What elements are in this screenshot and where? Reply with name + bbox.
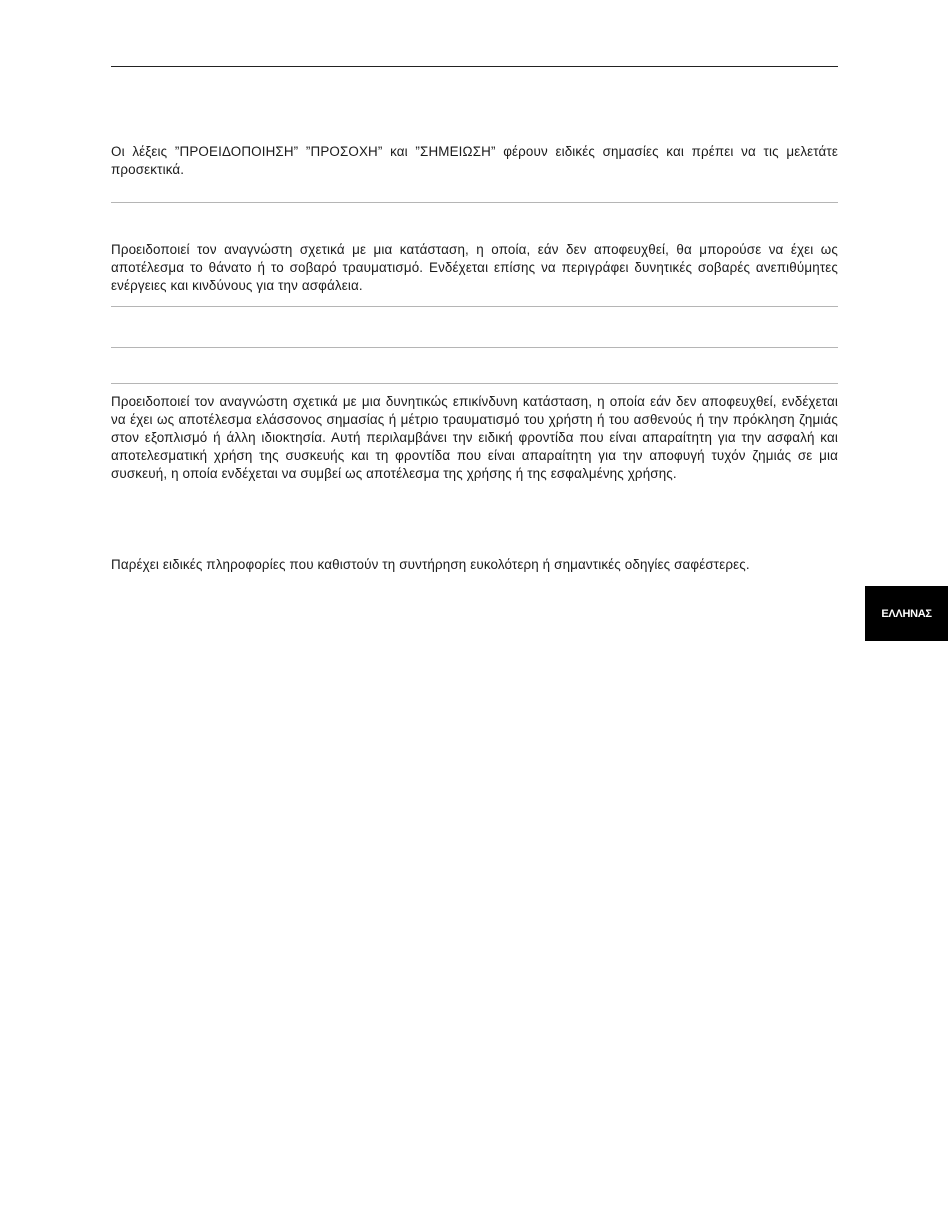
- note-paragraph: Παρέχει ειδικές πληροφορίες που καθιστούν τη συντήρηση ευκολότερη ή σημαντικές οδηγίες σαφέστερες.: [111, 557, 750, 572]
- warning-bottom-rule: [111, 306, 838, 307]
- caution-heading-rule: [111, 383, 838, 384]
- intro-paragraph: Οι λέξεις ”ΠΡΟΕΙΔΟΠΟΙΗΣΗ” ”ΠΡΟΣΟΧΗ” και ”ΣΗΜΕΙΩΣΗ” φέρουν ειδικές σημασίες και πρέπει να τις μελετάτε προσεκτικά.: [111, 144, 838, 177]
- caution-top-rule: [111, 347, 838, 348]
- caution-paragraph: Προειδοποιεί τον αναγνώστη σχετικά με μια δυνητικώς επικίνδυνη κατάσταση, η οποία εάν δεν αποφευχθεί, ενδέχεται να έχει ως αποτέλεσμα ελάσσονος σημασίας ή μέτριο τραυματισμό του χρήστη ή του ασθενούς ή την πρόκληση ζημιάς στον εξοπλισμό ή άλλη ιδιοκτησία. Αυτή περιλαμβάνει την ειδική φροντίδα που είναι απαραίτητη για την ασφαλή και αποτελεσματική χρήση της συσκευής και τη φροντίδα που είναι απαραίτητη για την αποφυγή τυχόν ζημιάς σε μια συσκευή, η οποία ενδέχεται να συμβεί ως αποτέλεσμα της χρήσης ή της εσφαλμένης χρήσης.: [111, 394, 838, 481]
- language-tab: [865, 586, 948, 641]
- warning-top-rule: [111, 202, 838, 203]
- warning-paragraph: Προειδοποιεί τον αναγνώστη σχετικά με μια κατάσταση, η οποία, εάν δεν αποφευχθεί, θα μπορούσε να έχει ως αποτέλεσμα το θάνατο ή το σοβαρό τραυματισμό. Ενδέχεται επίσης να περιγράφει δυνητικές σοβαρές ανεπιθύμητες ενέργειες και κινδύνους για την ασφάλεια.: [111, 242, 838, 293]
- language-tab-label: ΕΛΛΗΝΑΣ: [881, 607, 932, 620]
- header-rule: [111, 66, 838, 67]
